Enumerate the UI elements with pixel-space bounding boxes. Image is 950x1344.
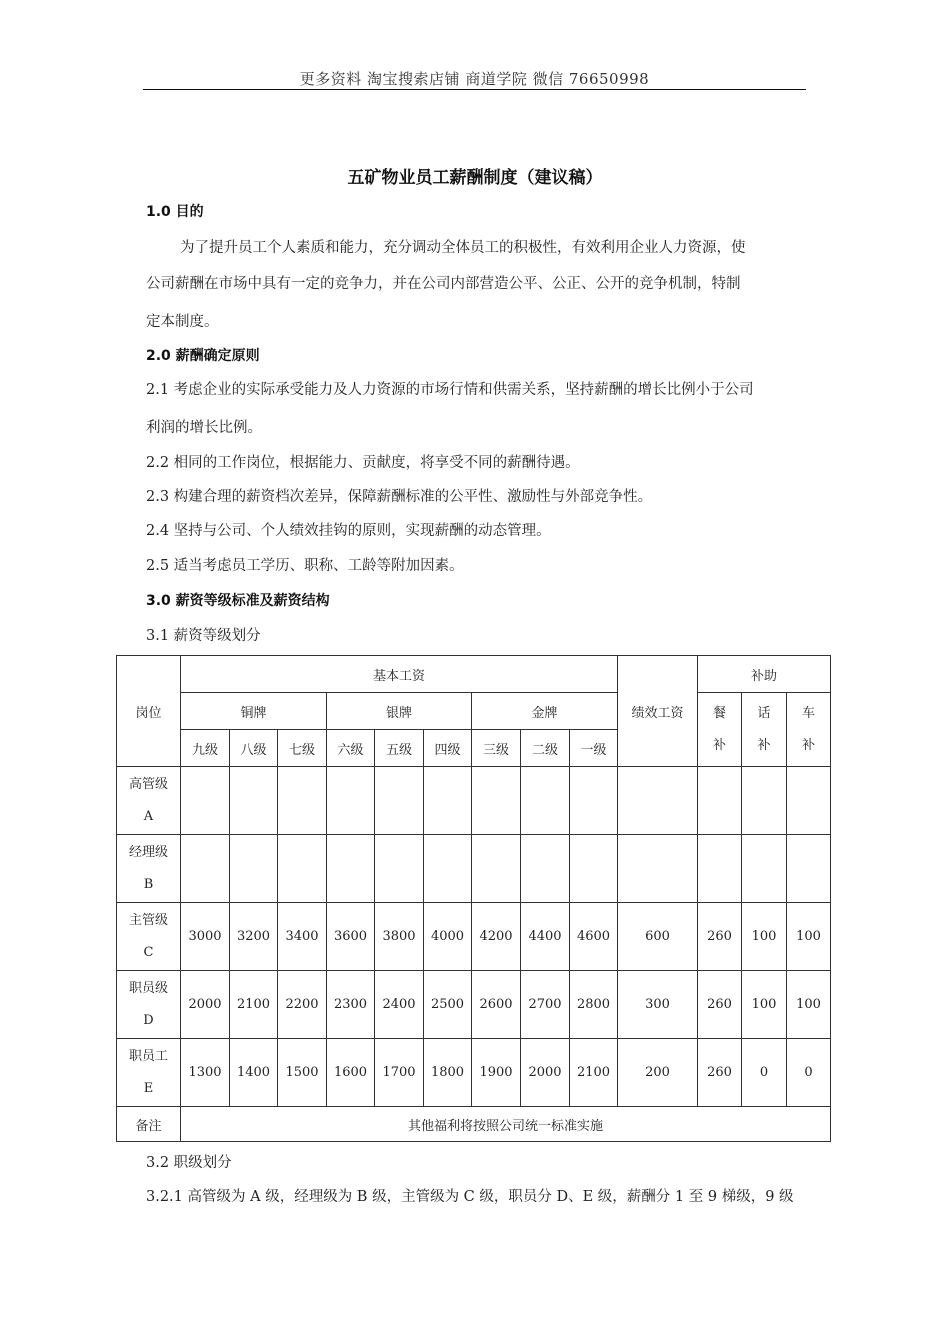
clause-3-2: 3.2 职级划分 xyxy=(146,1155,232,1171)
document-title: 五矿物业员工薪酬制度（建议稿） xyxy=(347,168,603,188)
row-level-code: E xyxy=(143,1080,154,1096)
clause-2-5: 2.5 适当考虑员工学历、职称、工龄等附加因素。 xyxy=(146,558,464,574)
grade-4: 四级 xyxy=(424,730,472,767)
table-cell xyxy=(742,767,787,835)
row-level-label xyxy=(117,835,181,903)
allowance-car-top: 车 xyxy=(801,705,815,721)
table-cell xyxy=(698,835,742,903)
grade-5: 五级 xyxy=(375,730,424,767)
row-level-name: 经理级 xyxy=(128,844,168,860)
table-cell xyxy=(327,835,375,903)
table-cell xyxy=(521,835,570,903)
table-cell: 100 xyxy=(787,971,831,1039)
table-cell: 100 xyxy=(742,971,787,1039)
table-cell: 1500 xyxy=(278,1039,327,1107)
table-cell: 3200 xyxy=(230,903,278,971)
table-cell: 2300 xyxy=(327,971,375,1039)
allowance-meal xyxy=(698,693,742,767)
table-cell: 2400 xyxy=(375,971,424,1039)
table-row xyxy=(117,971,831,1039)
salary-grade-table xyxy=(116,655,831,1142)
table-cell xyxy=(327,767,375,835)
allowance-phone xyxy=(742,693,787,767)
table-cell xyxy=(181,767,230,835)
table-cell: 2600 xyxy=(472,971,521,1039)
table-cell: 2100 xyxy=(230,971,278,1039)
table-cell: 100 xyxy=(742,903,787,971)
table-cell: 3600 xyxy=(327,903,375,971)
table-cell: 2200 xyxy=(278,971,327,1039)
remark-label: 备注 xyxy=(117,1107,181,1142)
table-cell: 260 xyxy=(698,903,742,971)
row-level-name: 高管级 xyxy=(128,776,168,792)
table-cell: 100 xyxy=(787,903,831,971)
table-cell: 4400 xyxy=(521,903,570,971)
row-level-name: 职员级 xyxy=(128,980,168,996)
row-level-code: D xyxy=(143,1012,154,1028)
table-cell: 1900 xyxy=(472,1039,521,1107)
tier-gold: 金牌 xyxy=(472,693,618,730)
allowance-car-bottom: 补 xyxy=(801,737,815,753)
table-row xyxy=(117,767,831,835)
table-cell: 200 xyxy=(618,1039,698,1107)
table-cell: 260 xyxy=(698,1039,742,1107)
allowance-meal-top: 餐 xyxy=(712,705,726,721)
row-level-label xyxy=(117,1039,181,1107)
allowance-car xyxy=(787,693,831,767)
table-cell xyxy=(375,835,424,903)
performance-header: 绩效工资 xyxy=(618,656,698,767)
table-cell: 0 xyxy=(787,1039,831,1107)
section-1-heading: 1.0 目的 xyxy=(146,204,204,220)
table-cell xyxy=(698,767,742,835)
table-cell: 1800 xyxy=(424,1039,472,1107)
clause-2-1-line-2: 利润的增长比例。 xyxy=(146,420,262,436)
grade-3: 三级 xyxy=(472,730,521,767)
grade-7: 七级 xyxy=(278,730,327,767)
table-cell: 2000 xyxy=(521,1039,570,1107)
table-cell: 3400 xyxy=(278,903,327,971)
table-cell: 2700 xyxy=(521,971,570,1039)
clause-2-3: 2.3 构建合理的薪资档次差异，保障薪酬标准的公平性、激励性与外部竞争性。 xyxy=(146,489,653,505)
table-cell: 4600 xyxy=(570,903,618,971)
table-cell xyxy=(424,835,472,903)
row-level-code: A xyxy=(143,808,154,824)
row-level-label xyxy=(117,767,181,835)
table-row xyxy=(117,903,831,971)
table-cell xyxy=(375,767,424,835)
table-cell xyxy=(230,835,278,903)
tier-silver: 银牌 xyxy=(327,693,472,730)
table-cell: 3800 xyxy=(375,903,424,971)
table-cell: 0 xyxy=(742,1039,787,1107)
row-level-name: 主管级 xyxy=(128,912,168,928)
table-cell xyxy=(787,835,831,903)
table-cell: 260 xyxy=(698,971,742,1039)
allowance-phone-bottom: 补 xyxy=(757,737,771,753)
grade-6: 六级 xyxy=(327,730,375,767)
table-cell: 2100 xyxy=(570,1039,618,1107)
section-1-line-3: 定本制度。 xyxy=(146,314,219,330)
table-cell xyxy=(570,835,618,903)
table-cell: 1300 xyxy=(181,1039,230,1107)
section-3-heading: 3.0 薪资等级标准及薪资结构 xyxy=(146,593,330,609)
remark-text: 其他福利将按照公司统一标准实施 xyxy=(181,1107,831,1142)
table-cell xyxy=(424,767,472,835)
table-cell xyxy=(787,767,831,835)
table-row xyxy=(117,1039,831,1107)
allowance-meal-bottom: 补 xyxy=(712,737,726,753)
table-cell xyxy=(472,767,521,835)
grade-rows xyxy=(117,767,831,1107)
table-cell: 4200 xyxy=(472,903,521,971)
clause-2-1-line-1: 2.1 考虑企业的实际承受能力及人力资源的市场行情和供需关系，坚持薪酬的增长比例小于公司 xyxy=(146,382,754,398)
row-level-code: C xyxy=(143,944,154,960)
table-cell xyxy=(521,767,570,835)
clause-2-4: 2.4 坚持与公司、个人绩效挂钩的原则，实现薪酬的动态管理。 xyxy=(146,523,551,539)
table-cell: 300 xyxy=(618,971,698,1039)
table-cell xyxy=(570,767,618,835)
table-cell xyxy=(618,835,698,903)
tier-bronze: 铜牌 xyxy=(181,693,327,730)
table-cell xyxy=(278,835,327,903)
page-header: 更多资料 淘宝搜索店铺 商道学院 微信 76650998 xyxy=(299,70,650,88)
table-cell xyxy=(618,767,698,835)
table-cell: 1400 xyxy=(230,1039,278,1107)
header-rule xyxy=(143,89,806,90)
allowance-header: 补助 xyxy=(698,656,831,693)
table-cell: 2800 xyxy=(570,971,618,1039)
table-row xyxy=(117,835,831,903)
row-level-label xyxy=(117,903,181,971)
clause-3-2-1: 3.2.1 高管级为 A 级，经理级为 B 级，主管级为 C 级，职员分 D、E 级，薪酬分 1 至 9 梯级，9 级 xyxy=(146,1189,794,1205)
table-cell: 3000 xyxy=(181,903,230,971)
grade-1: 一级 xyxy=(570,730,618,767)
table-cell xyxy=(278,767,327,835)
table-cell xyxy=(472,835,521,903)
base-salary-header: 基本工资 xyxy=(181,656,618,693)
clause-2-2: 2.2 相同的工作岗位，根据能力、贡献度，将享受不同的薪酬待遇。 xyxy=(146,455,580,471)
grade-9: 九级 xyxy=(181,730,230,767)
row-level-name: 职员工 xyxy=(128,1048,168,1064)
table-cell: 600 xyxy=(618,903,698,971)
section-1-line-2: 公司薪酬在市场中具有一定的竞争力，并在公司内部营造公平、公正、公开的竞争机制，特制 xyxy=(146,276,741,292)
table-cell: 2000 xyxy=(181,971,230,1039)
table-cell xyxy=(181,835,230,903)
grade-2: 二级 xyxy=(521,730,570,767)
row-level-code: B xyxy=(143,876,154,892)
table-cell: 4000 xyxy=(424,903,472,971)
grade-8: 八级 xyxy=(230,730,278,767)
table-cell xyxy=(742,835,787,903)
section-2-heading: 2.0 薪酬确定原则 xyxy=(146,348,260,364)
table-cell: 2500 xyxy=(424,971,472,1039)
clause-3-1: 3.1 薪资等级划分 xyxy=(146,628,261,644)
table-cell xyxy=(230,767,278,835)
allowance-phone-top: 话 xyxy=(757,705,771,721)
position-header: 岗位 xyxy=(117,656,181,767)
row-level-label xyxy=(117,971,181,1039)
table-cell: 1600 xyxy=(327,1039,375,1107)
section-1-line-1: 为了提升员工个人素质和能力，充分调动全体员工的积极性，有效利用企业人力资源，使 xyxy=(180,240,746,256)
table-cell: 1700 xyxy=(375,1039,424,1107)
